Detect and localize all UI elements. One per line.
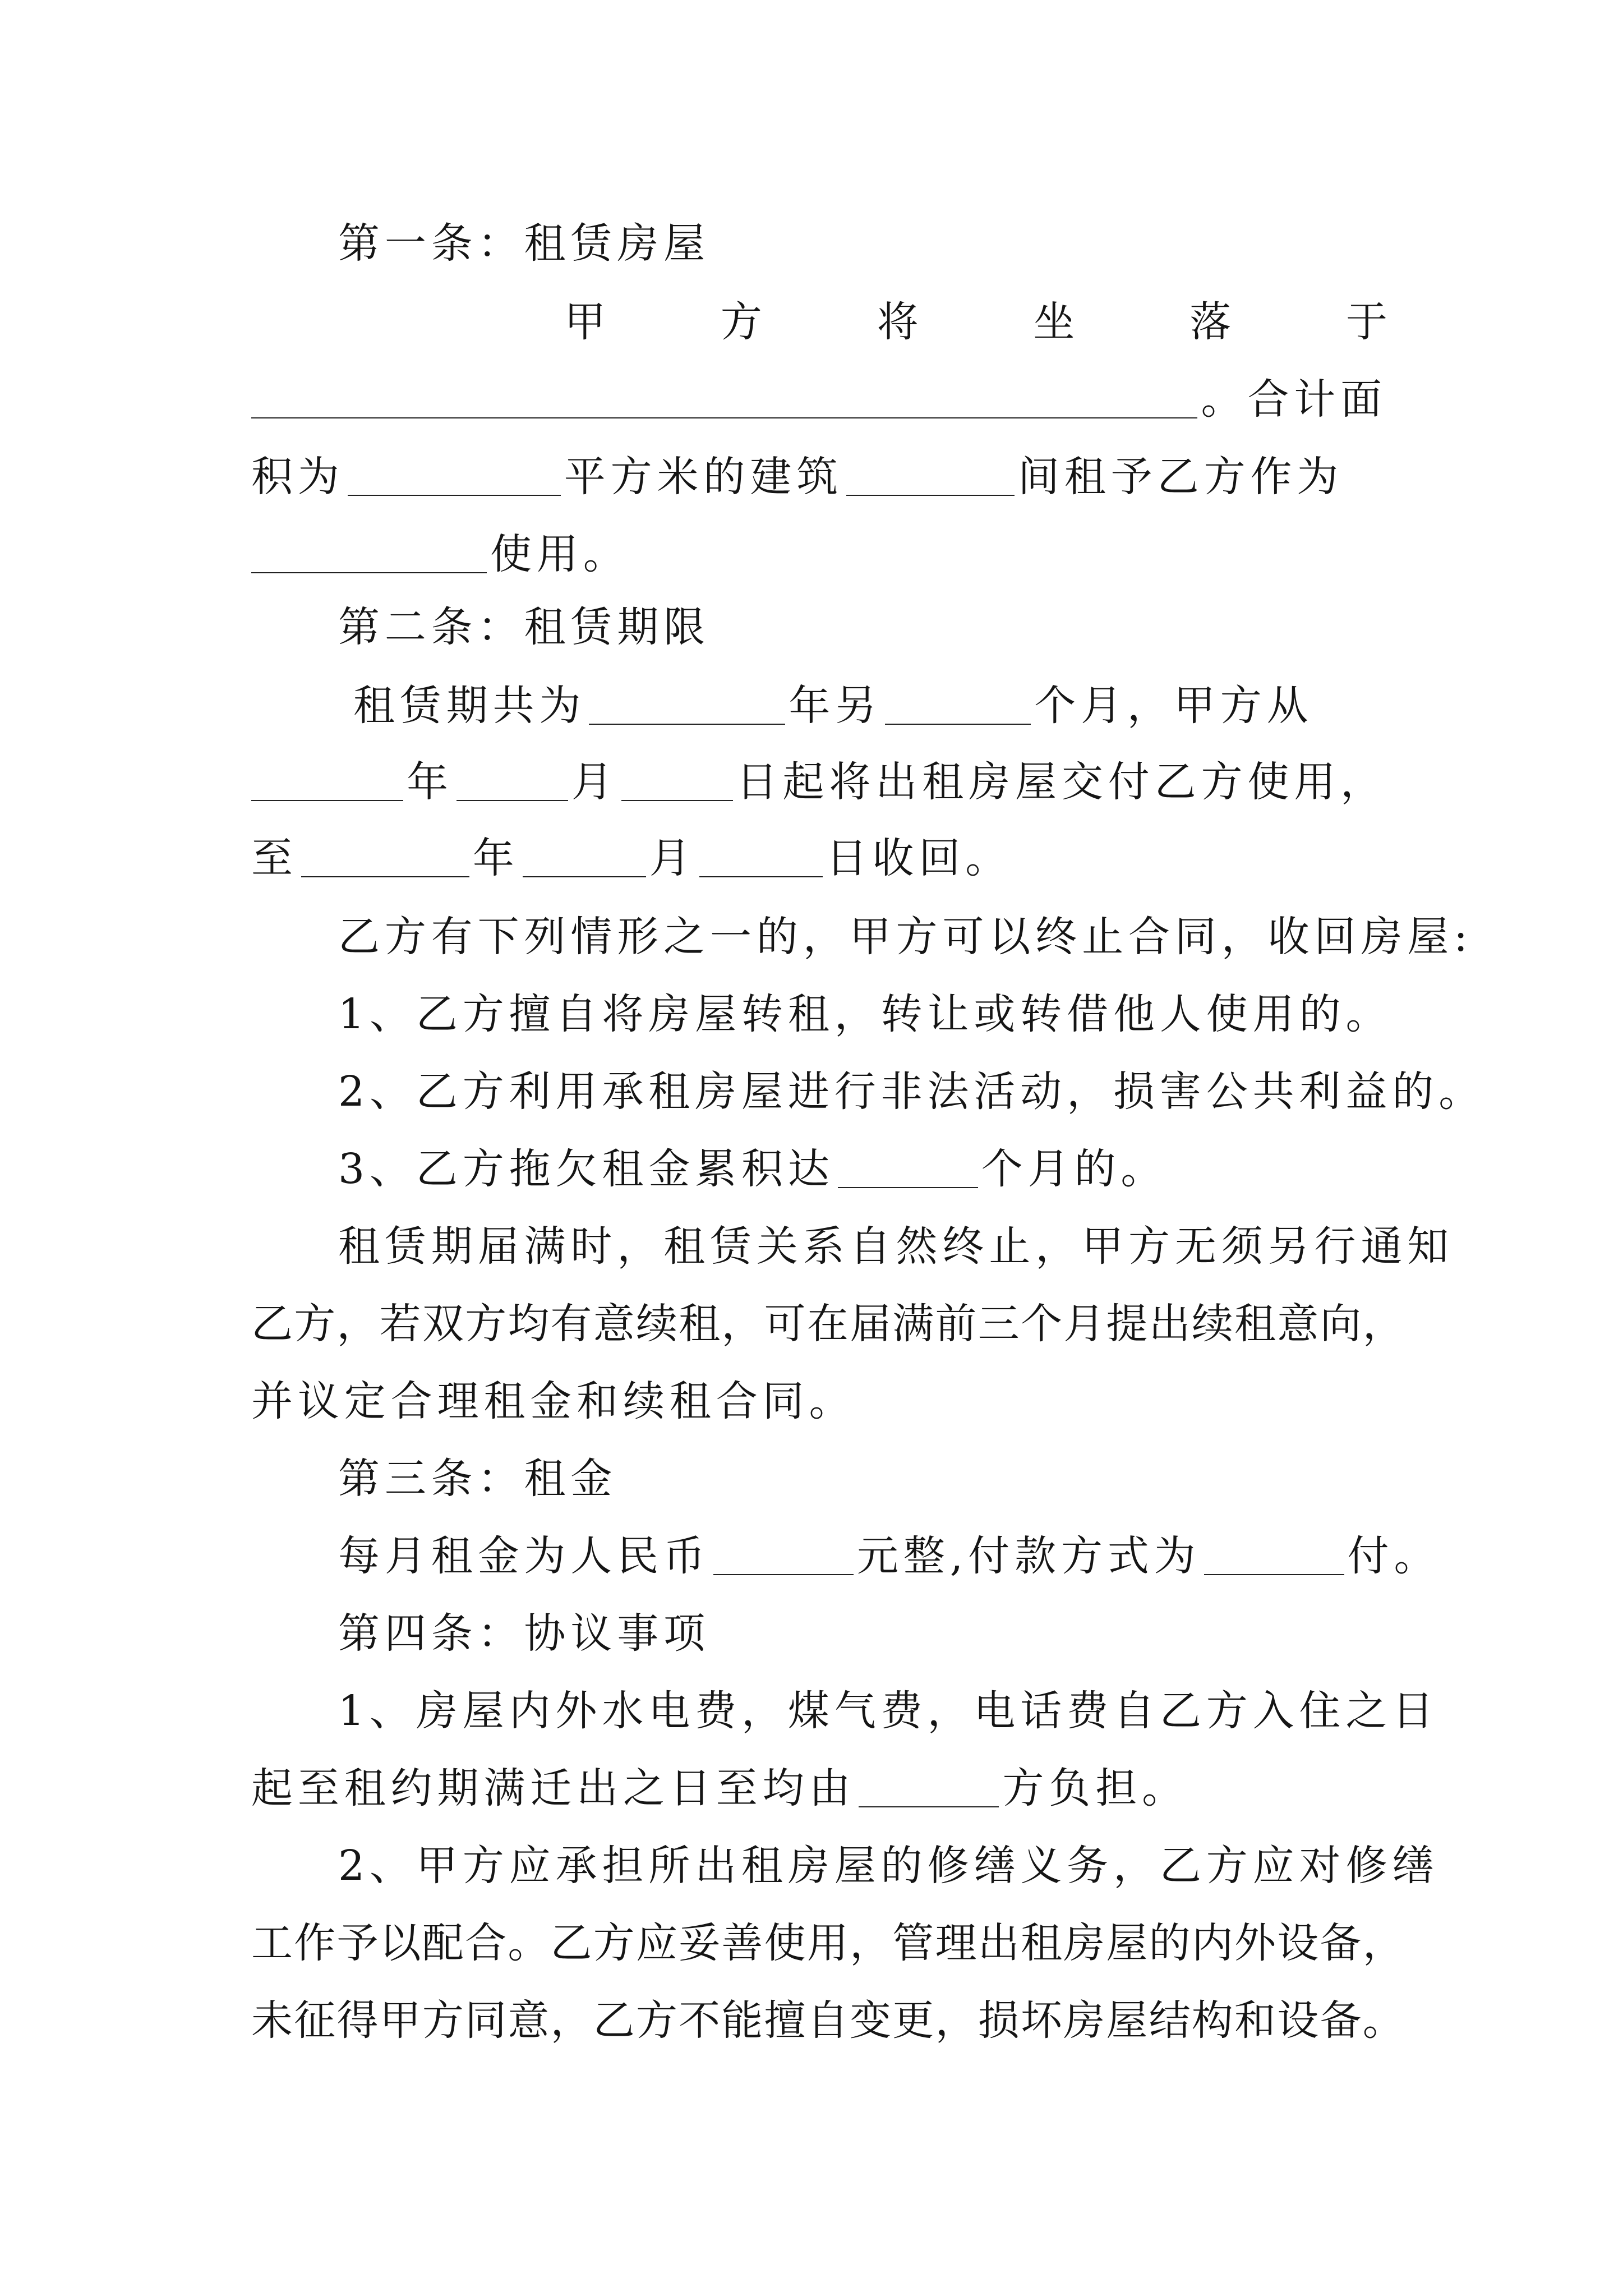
rent-line: 每月租金为人民币 元整,付款方式为 付。 bbox=[338, 1532, 1441, 1580]
expiry-line-2: 乙方，若双方均有意续租，可在届满前三个月提出续租意向， bbox=[251, 1300, 1405, 1348]
utility-party-blank[interactable] bbox=[859, 1769, 999, 1807]
rent-amount-blank[interactable] bbox=[713, 1537, 854, 1575]
start-day-blank[interactable] bbox=[621, 763, 733, 801]
term-months-blank[interactable] bbox=[885, 687, 1031, 725]
term-years-blank[interactable] bbox=[589, 687, 785, 725]
expiry-line-1: 租赁期届满时，租赁关系自然终止，甲方无须另行通知 bbox=[338, 1222, 1454, 1271]
char: 将 bbox=[877, 298, 919, 346]
article4-item1-line1: 1、房屋内外水电费，煤气费，电话费自乙方入住之日 bbox=[338, 1687, 1439, 1735]
terminate-item-2: 2、乙方利用承租房屋进行非法活动，损害公共利益的。 bbox=[338, 1068, 1486, 1116]
rooms-blank[interactable] bbox=[846, 458, 1015, 496]
article4-item1-line2: 起至租约期满迁出之日至均由 方负担。 bbox=[251, 1764, 1188, 1812]
end-day-blank[interactable] bbox=[699, 839, 823, 877]
char: 坐 bbox=[1033, 298, 1075, 346]
payment-method-blank[interactable] bbox=[1204, 1537, 1344, 1575]
usage-blank[interactable] bbox=[251, 535, 487, 573]
article2-line1: 租赁期共为 年另 个月，甲方从 bbox=[353, 682, 1313, 730]
article4-item2-line3: 未征得甲方同意，乙方不能擅自变更，损坏房屋结构和设备。 bbox=[251, 1996, 1405, 2045]
end-year-blank[interactable] bbox=[301, 839, 469, 877]
article1-line2: 。合计面 bbox=[251, 366, 1387, 433]
location-blank[interactable] bbox=[251, 380, 1197, 418]
article1-line3: 积为 平方米的建筑 间租予乙方作为 bbox=[251, 453, 1344, 501]
terminate-intro: 乙方有下列情形之一的，甲方可以终止合同，收回房屋: bbox=[338, 913, 1473, 961]
start-month-blank[interactable] bbox=[457, 763, 568, 801]
article2-heading: 第二条：租赁期限 bbox=[338, 603, 711, 651]
article4-item2-line2: 工作予以配合。乙方应妥善使用，管理出租房屋的内外设备， bbox=[251, 1919, 1405, 1967]
arrears-months-blank[interactable] bbox=[838, 1150, 978, 1188]
char: 于 bbox=[1345, 298, 1387, 346]
terminate-item-1: 1、乙方擅自将房屋转租，转让或转借他人使用的。 bbox=[338, 990, 1393, 1038]
article1-line1 bbox=[564, 288, 1387, 356]
article4-heading: 第四条：协议事项 bbox=[338, 1609, 711, 1658]
article2-line2: 年 月 日起将出租房屋交付乙方使用， bbox=[251, 748, 1387, 816]
article1-line4: 使用。 bbox=[251, 521, 1387, 588]
article2-line3: 至 年 月 日收回。 bbox=[251, 834, 1012, 882]
article1-heading: 第一条：租赁房屋 bbox=[338, 219, 711, 268]
char: 方 bbox=[720, 298, 762, 346]
expiry-line-3: 并议定合理租金和续租合同。 bbox=[251, 1377, 856, 1425]
article4-item2-line1: 2、甲方应承担所出租房屋的修缮义务，乙方应对修缮 bbox=[338, 1842, 1439, 1890]
terminate-item-3: 3、乙方拖欠租金累积达 个月的。 bbox=[338, 1145, 1168, 1193]
char: 甲 bbox=[564, 298, 606, 346]
article3-heading: 第三条：租金 bbox=[338, 1455, 617, 1503]
area-blank[interactable] bbox=[348, 458, 561, 496]
char: 落 bbox=[1189, 298, 1232, 346]
start-year-blank[interactable] bbox=[251, 763, 403, 801]
end-month-blank[interactable] bbox=[523, 839, 646, 877]
